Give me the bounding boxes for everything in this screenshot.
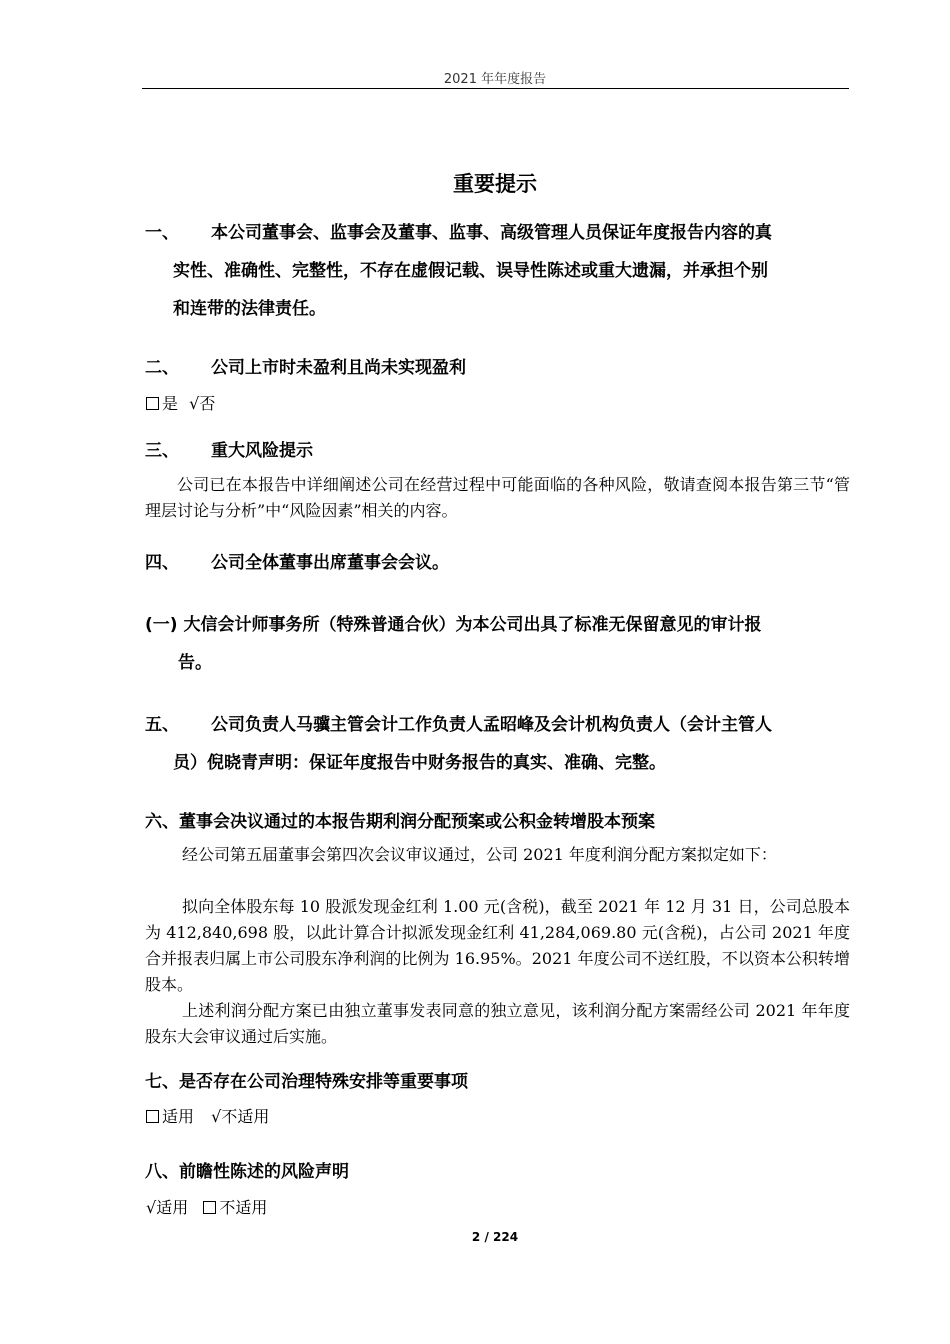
checkbox-unchecked-icon — [146, 1110, 159, 1123]
page-title: 重要提示 — [453, 172, 537, 196]
section-1-number: 一、 — [145, 223, 179, 243]
section-3-paragraph: 公司已在本报告中详细阐述公司在经营过程中可能面临的各种风险，敬请查阅本报告第三节“管理层讨论与分析”中“风险因素”相关的内容。 — [145, 475, 850, 520]
option-not-apply: 不适用 — [221, 1107, 270, 1126]
checkbox-unchecked-icon — [203, 1201, 216, 1214]
section-2-options — [146, 391, 215, 414]
option-no: 否 — [199, 394, 216, 413]
header-divider — [142, 88, 849, 89]
section-4-number: 四、 — [145, 553, 179, 573]
section-8-heading: 八、前瞻性陈述的风险声明 — [145, 1162, 349, 1182]
page-header: 2021 年年度报告 — [443, 72, 547, 87]
option-apply: 适用 — [162, 1107, 195, 1126]
section-6-heading: 六、董事会决议通过的本报告期利润分配预案或公积金转增股本预案 — [145, 812, 655, 832]
check-mark-icon: √ — [146, 1198, 157, 1217]
section-7-options — [146, 1104, 269, 1127]
section-2-number: 二、 — [145, 358, 179, 378]
section-2-title: 公司上市时未盈利且尚未实现盈利 — [211, 358, 466, 378]
page-number: 2 / 224 — [471, 1230, 519, 1244]
section-7-heading: 七、是否存在公司治理特殊安排等重要事项 — [145, 1072, 468, 1092]
section-1-line1: 本公司董事会、监事会及董事、监事、高级管理人员保证年度报告内容的真 — [211, 223, 772, 243]
check-mark-icon: √ — [189, 394, 200, 413]
option-yes: 是 — [162, 394, 179, 413]
check-mark-icon: √ — [211, 1107, 222, 1126]
section-4-title: 公司全体董事出席董事会会议。 — [211, 553, 449, 573]
section-6-paragraph-3: 上述利润分配方案已由独立董事发表同意的独立意见，该利润分配方案需经公司 2021 年年度股东大会审议通过后实施。 — [145, 1001, 850, 1046]
checkbox-unchecked-icon — [146, 397, 159, 410]
section-5-number: 五、 — [145, 715, 179, 735]
section-1-line2: 实性、准确性、完整性，不存在虚假记载、误导性陈述或重大遗漏，并承担个别 — [173, 261, 768, 281]
section-6-paragraph-1: 经公司第五届董事会第四次会议审议通过，公司 2021 年度利润分配方案拟定如下： — [182, 845, 777, 864]
option-not-apply: 不适用 — [219, 1198, 268, 1217]
section-6-paragraph-2: 拟向全体股东每 10 股派发现金红利 1.00 元(含税)，截至 2021 年 12 月 31 日，公司总股本为 412,840,698 股，以此计算合计拟派发现金红利 41,284,069.80 元(含税)，占公司 2021 年度合并报表归属上市公司股东净利润的比例为 16.95%。2021 年度公司不送红股，不以资本公积转增股本。 — [145, 897, 850, 994]
section-1-line3: 和连带的法律责任。 — [173, 299, 326, 319]
section-5-line1: 公司负责人马骥主管会计工作负责人孟昭峰及会计机构负责人（会计主管人 — [211, 715, 772, 735]
section-4a-line1: (一) 大信会计师事务所（特殊普通合伙）为本公司出具了标准无保留意见的审计报 — [145, 615, 762, 635]
section-3-title: 重大风险提示 — [211, 441, 313, 461]
section-8-options — [146, 1195, 267, 1218]
section-5-line2: 员）倪晓青声明：保证年度报告中财务报告的真实、准确、完整。 — [173, 753, 666, 773]
section-3-number: 三、 — [145, 441, 179, 461]
section-4a-line2: 告。 — [178, 653, 212, 673]
option-apply: 适用 — [156, 1198, 189, 1217]
